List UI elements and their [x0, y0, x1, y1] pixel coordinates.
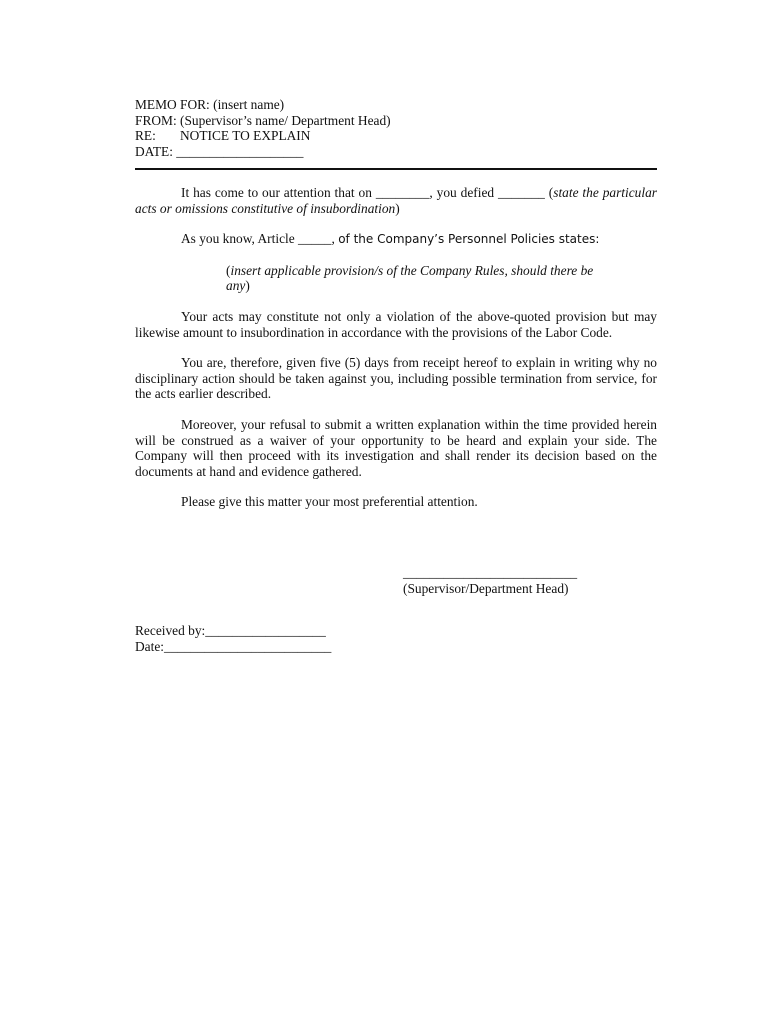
- p3-italic: insert applicable provision/s of the Company Rules, should there be any: [226, 262, 594, 294]
- paragraph-waiver: Moreover, your refusal to submit a written explanation within the time provided herein will be construed as a waiver of your opportunity to be heard and explain your side. The Company will then proceed with its investigation and shall render its decision based on the documents at hand and evidence gathered.: [135, 416, 657, 479]
- p1-italic: state the particular acts or omissions constitutive of insubordination: [135, 185, 657, 216]
- memo-for-line: MEMO FOR: (insert name): [135, 97, 285, 112]
- p2-sans-text: of the Company’s Personnel Policies states:: [338, 232, 600, 247]
- re-label: RE:: [135, 128, 156, 144]
- paragraph-attention-request: Please give this matter your most preferential attention.: [181, 494, 478, 510]
- received-block: [135, 623, 331, 654]
- memo-header: [135, 97, 657, 159]
- signature-label: (Supervisor/Department Head): [403, 580, 569, 596]
- re-value: NOTICE TO EXPLAIN: [180, 128, 311, 144]
- date-line: DATE: ___________________: [135, 143, 304, 159]
- p2-text: As you know, Article _____,: [181, 231, 339, 247]
- p1-text: It has come to our attention that on ________, you defied _______ (: [181, 185, 554, 200]
- header-divider: [135, 168, 657, 170]
- p3-open: (: [226, 262, 231, 278]
- paragraph-violation: Your acts may constitute not only a violation of the above-quoted provision but may likewise amount to insubordination in accordance with the provisions of the Labor Code.: [135, 308, 657, 340]
- received-date-line: Date:_________________________: [135, 638, 332, 654]
- signature-line: __________________________: [403, 565, 578, 580]
- paragraph-five-days: You are, therefore, given five (5) days from receipt hereof to explain in writing why no disciplinary action should be taken against you, including possible termination from service, for the acts earlier described.: [135, 355, 657, 402]
- paragraph-attention: [135, 185, 657, 216]
- p3-close: ): [245, 278, 250, 294]
- memo-body: [135, 185, 657, 525]
- signature-block: [403, 565, 577, 596]
- p1-close: ): [395, 200, 400, 216]
- paragraph-provision: [226, 263, 606, 294]
- re-line: [135, 128, 657, 144]
- received-by-line: Received by:__________________: [135, 623, 326, 638]
- from-line: FROM: (Supervisor’s name/ Department Head): [135, 112, 391, 128]
- paragraph-article: [135, 231, 657, 248]
